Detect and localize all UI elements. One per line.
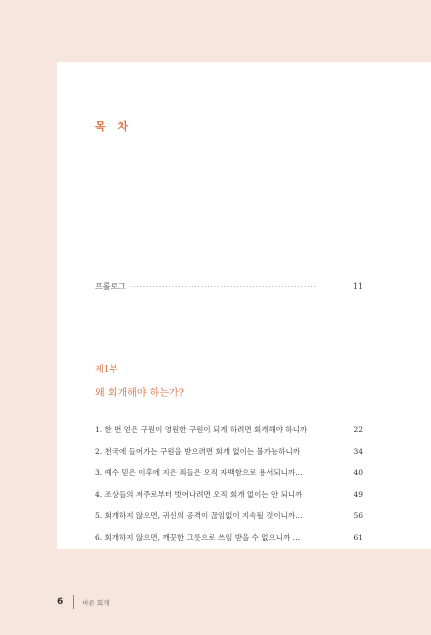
- toc-entry-text: 4. 조상들의 저주로부터 벗어나려면 오직 회개 없이는 안 되니까: [95, 489, 303, 499]
- page-number: 6: [57, 597, 64, 607]
- toc-entry: [95, 424, 363, 446]
- toc-entry-page: 61: [353, 532, 363, 542]
- leader-dots: ··························································: [129, 283, 317, 291]
- footer-divider: [73, 595, 74, 609]
- part-title: 왜 회개해야 하는가?: [95, 388, 184, 399]
- toc-entry-page: 22: [353, 425, 363, 434]
- toc-page: [57, 62, 431, 549]
- toc-entry-text: 2. 천국에 들어가는 구원을 받으려면 회개 없이는 불가능하니까: [95, 446, 300, 456]
- prologue-label: 프롤로그: [95, 282, 126, 291]
- toc-entry-list: [95, 424, 363, 553]
- toc-entry-page: 49: [353, 489, 363, 499]
- toc-entry-text: 6. 회개하지 않으면, 깨끗한 그릇으로 쓰임 받을 수 없으니까 …: [95, 532, 301, 542]
- toc-entry: [95, 532, 363, 554]
- toc-title: 목 차: [95, 120, 133, 133]
- toc-entry-page: 56: [353, 511, 363, 520]
- toc-prologue-row: [95, 281, 363, 292]
- part-label: 제1부: [95, 365, 119, 375]
- toc-entry: [95, 510, 363, 532]
- toc-entry: [95, 446, 363, 468]
- toc-entry: [95, 489, 363, 511]
- toc-entry-page: 34: [353, 446, 363, 456]
- toc-entry-text: 1. 한 번 얻은 구원이 영원한 구원이 되게 하려면 회개해야 하니까: [95, 425, 308, 434]
- toc-entry-text: 3. 예수 믿은 이후에 지은 죄들은 오직 자백함으로 용서되니까…: [95, 468, 303, 477]
- toc-entry-text: 5. 회개하지 않으면, 귀신의 공격이 끊임없이 지속될 것이니까…: [95, 511, 303, 520]
- toc-entry: [95, 467, 363, 489]
- book-title: 바른 회개: [82, 598, 110, 607]
- prologue-page: 11: [352, 282, 363, 291]
- page-footer: [57, 595, 109, 609]
- toc-entry-page: 40: [353, 468, 363, 477]
